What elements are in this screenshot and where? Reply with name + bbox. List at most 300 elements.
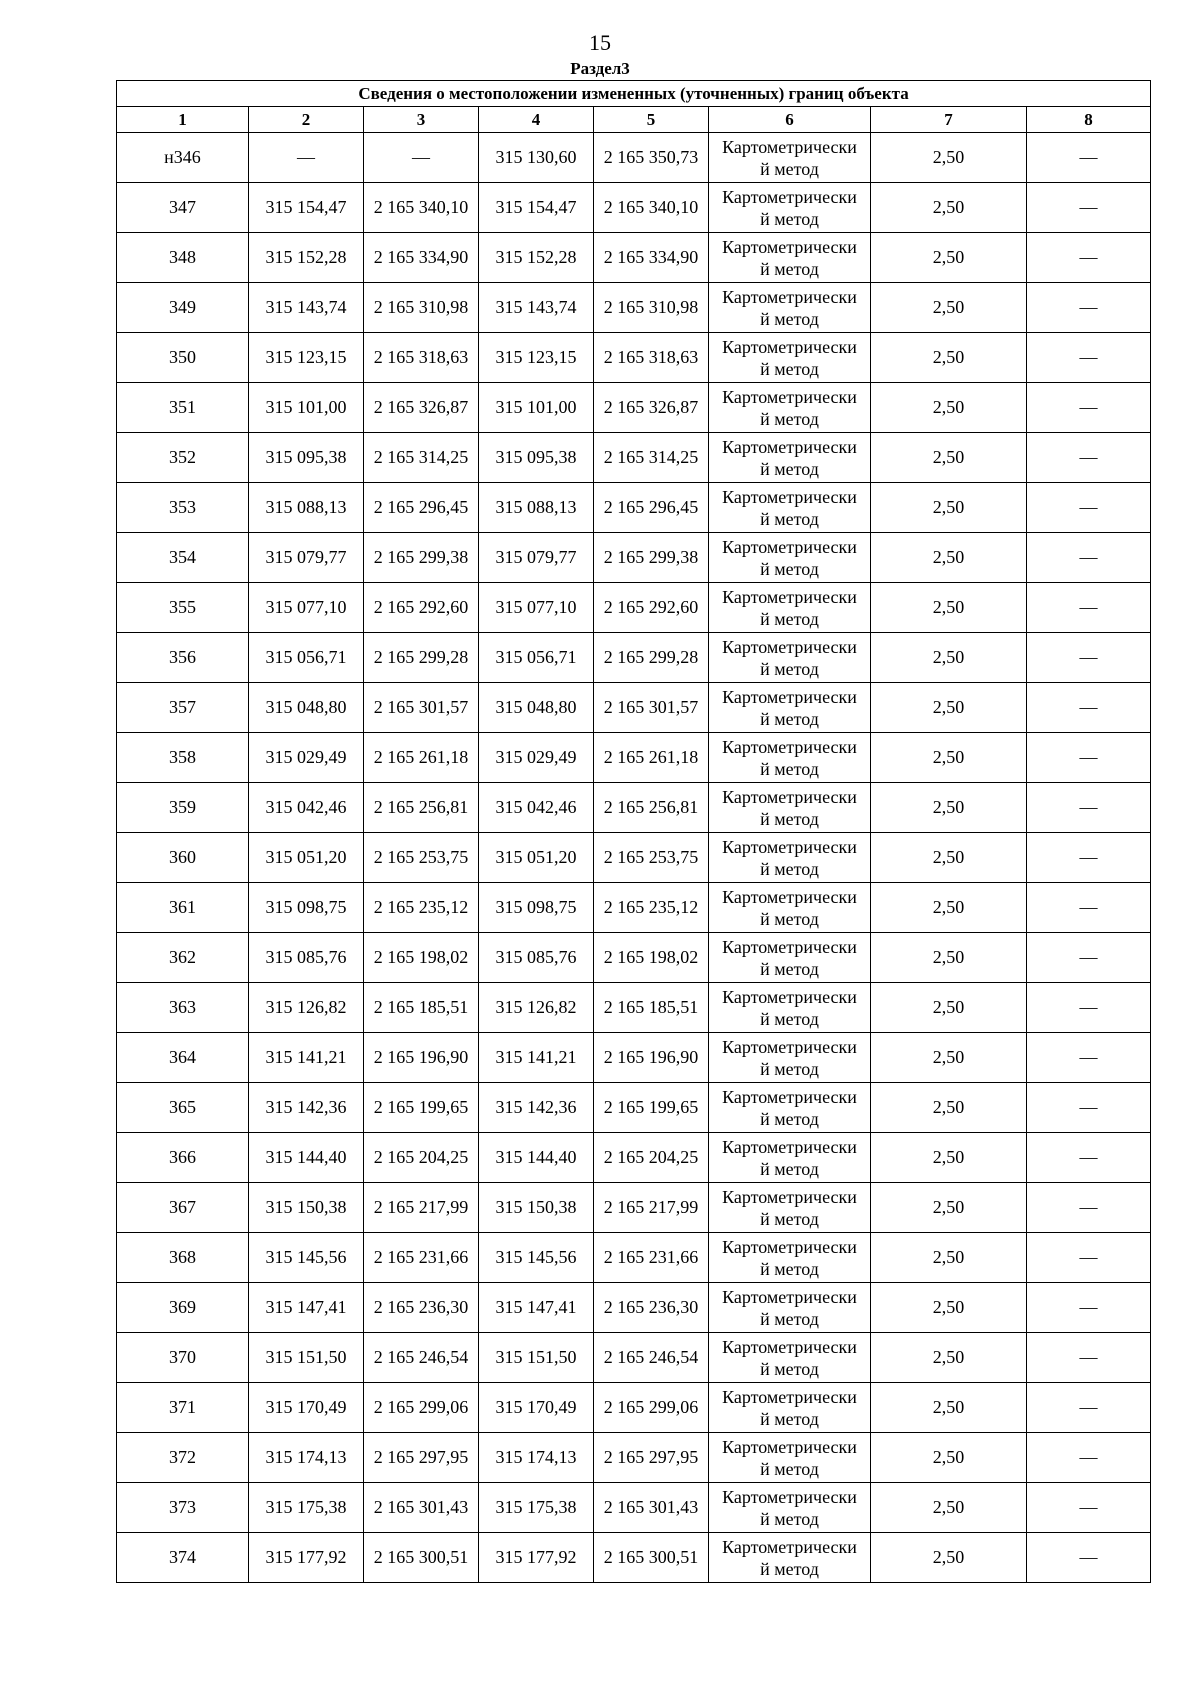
method-line-1: Картометрически	[722, 1136, 857, 1157]
table-row	[117, 1333, 1151, 1383]
x-old-cell: 315 151,50	[249, 1333, 364, 1383]
method-line-1: Картометрически	[722, 486, 857, 507]
point-number-cell: 371	[117, 1383, 249, 1433]
note-cell: —	[1027, 833, 1151, 883]
method-line-1: Картометрически	[722, 586, 857, 607]
method-cell	[709, 1033, 871, 1083]
point-number-cell: 365	[117, 1083, 249, 1133]
accuracy-cell: 2,50	[871, 1383, 1027, 1433]
table-row	[117, 333, 1151, 383]
y-new-cell: 2 165 318,63	[594, 333, 709, 383]
method-cell	[709, 283, 871, 333]
y-old-cell: 2 165 235,12	[364, 883, 479, 933]
accuracy-cell: 2,50	[871, 1233, 1027, 1283]
y-new-cell: 2 165 301,57	[594, 683, 709, 733]
note-cell: —	[1027, 183, 1151, 233]
x-old-cell: 315 051,20	[249, 833, 364, 883]
method-line-2: й метод	[760, 858, 819, 879]
point-number-cell: 363	[117, 983, 249, 1033]
point-number-cell: 372	[117, 1433, 249, 1483]
x-new-cell: 315 029,49	[479, 733, 594, 783]
x-new-cell: 315 147,41	[479, 1283, 594, 1333]
y-old-cell: 2 165 299,38	[364, 533, 479, 583]
method-line-1: Картометрически	[722, 736, 857, 757]
note-cell: —	[1027, 1333, 1151, 1383]
note-cell: —	[1027, 283, 1151, 333]
table-row	[117, 1183, 1151, 1233]
accuracy-cell: 2,50	[871, 483, 1027, 533]
y-new-cell: 2 165 326,87	[594, 383, 709, 433]
y-new-cell: 2 165 297,95	[594, 1433, 709, 1483]
method-line-1: Картометрически	[722, 136, 857, 157]
method-line-1: Картометрически	[722, 1036, 857, 1057]
method-line-1: Картометрически	[722, 1286, 857, 1307]
method-line-2: й метод	[760, 1458, 819, 1479]
y-old-cell: 2 165 236,30	[364, 1283, 479, 1333]
y-new-cell: 2 165 256,81	[594, 783, 709, 833]
table-row	[117, 983, 1151, 1033]
x-old-cell: 315 174,13	[249, 1433, 364, 1483]
x-old-cell: —	[249, 133, 364, 183]
method-line-1: Картометрически	[722, 1086, 857, 1107]
method-cell	[709, 233, 871, 283]
point-number-cell: 374	[117, 1533, 249, 1583]
y-old-cell: —	[364, 133, 479, 183]
x-old-cell: 315 177,92	[249, 1533, 364, 1583]
method-line-1: Картометрически	[722, 1486, 857, 1507]
note-cell: —	[1027, 583, 1151, 633]
y-old-cell: 2 165 256,81	[364, 783, 479, 833]
accuracy-cell: 2,50	[871, 1033, 1027, 1083]
method-cell	[709, 1433, 871, 1483]
table-row	[117, 1033, 1151, 1083]
method-line-2: й метод	[760, 1508, 819, 1529]
method-line-1: Картометрически	[722, 236, 857, 257]
note-cell: —	[1027, 433, 1151, 483]
note-cell: —	[1027, 333, 1151, 383]
x-old-cell: 315 088,13	[249, 483, 364, 533]
x-new-cell: 315 077,10	[479, 583, 594, 633]
method-cell	[709, 483, 871, 533]
table-row	[117, 1533, 1151, 1583]
x-old-cell: 315 152,28	[249, 233, 364, 283]
x-new-cell: 315 101,00	[479, 383, 594, 433]
method-cell	[709, 133, 871, 183]
x-old-cell: 315 029,49	[249, 733, 364, 783]
method-line-2: й метод	[760, 1158, 819, 1179]
accuracy-cell: 2,50	[871, 583, 1027, 633]
column-number-2: 2	[249, 107, 364, 133]
point-number-cell: 354	[117, 533, 249, 583]
point-number-cell: 364	[117, 1033, 249, 1083]
y-new-cell: 2 165 299,28	[594, 633, 709, 683]
accuracy-cell: 2,50	[871, 183, 1027, 233]
note-cell: —	[1027, 683, 1151, 733]
accuracy-cell: 2,50	[871, 1133, 1027, 1183]
table-row	[117, 283, 1151, 333]
method-line-1: Картометрически	[722, 886, 857, 907]
point-number-cell: 347	[117, 183, 249, 233]
method-line-1: Картометрически	[722, 1436, 857, 1457]
method-line-2: й метод	[760, 158, 819, 179]
accuracy-cell: 2,50	[871, 733, 1027, 783]
method-cell	[709, 833, 871, 883]
x-new-cell: 315 095,38	[479, 433, 594, 483]
x-old-cell: 315 077,10	[249, 583, 364, 633]
accuracy-cell: 2,50	[871, 1283, 1027, 1333]
table-row	[117, 583, 1151, 633]
method-line-1: Картометрически	[722, 1186, 857, 1207]
method-cell	[709, 683, 871, 733]
y-old-cell: 2 165 314,25	[364, 433, 479, 483]
column-number-4: 4	[479, 107, 594, 133]
method-line-2: й метод	[760, 808, 819, 829]
column-number-8: 8	[1027, 107, 1151, 133]
x-old-cell: 315 085,76	[249, 933, 364, 983]
y-old-cell: 2 165 301,43	[364, 1483, 479, 1533]
note-cell: —	[1027, 1383, 1151, 1433]
method-cell	[709, 333, 871, 383]
method-line-2: й метод	[760, 708, 819, 729]
table-row	[117, 933, 1151, 983]
method-line-1: Картометрически	[722, 1236, 857, 1257]
method-cell	[709, 383, 871, 433]
table-row	[117, 233, 1151, 283]
y-new-cell: 2 165 253,75	[594, 833, 709, 883]
y-old-cell: 2 165 261,18	[364, 733, 479, 783]
table-row	[117, 1283, 1151, 1333]
method-line-2: й метод	[760, 1058, 819, 1079]
x-new-cell: 315 177,92	[479, 1533, 594, 1583]
method-cell	[709, 1283, 871, 1333]
method-cell	[709, 883, 871, 933]
point-number-cell: 350	[117, 333, 249, 383]
x-new-cell: 315 170,49	[479, 1383, 594, 1433]
y-new-cell: 2 165 185,51	[594, 983, 709, 1033]
method-line-1: Картометрически	[722, 1386, 857, 1407]
method-line-2: й метод	[760, 1358, 819, 1379]
x-new-cell: 315 143,74	[479, 283, 594, 333]
note-cell: —	[1027, 1533, 1151, 1583]
method-cell	[709, 783, 871, 833]
table-caption: Сведения о местоположении измененных (уточненных) границ объекта	[117, 81, 1151, 107]
method-line-1: Картометрически	[722, 686, 857, 707]
table-row	[117, 683, 1151, 733]
y-old-cell: 2 165 199,65	[364, 1083, 479, 1133]
y-old-cell: 2 165 253,75	[364, 833, 479, 883]
method-line-1: Картометрически	[722, 636, 857, 657]
method-line-2: й метод	[760, 908, 819, 929]
method-line-2: й метод	[760, 508, 819, 529]
x-old-cell: 315 101,00	[249, 383, 364, 433]
accuracy-cell: 2,50	[871, 1533, 1027, 1583]
note-cell: —	[1027, 233, 1151, 283]
point-number-cell: 352	[117, 433, 249, 483]
y-new-cell: 2 165 340,10	[594, 183, 709, 233]
column-number-row	[117, 107, 1151, 133]
y-old-cell: 2 165 326,87	[364, 383, 479, 433]
method-cell	[709, 1333, 871, 1383]
accuracy-cell: 2,50	[871, 983, 1027, 1033]
table-row	[117, 1483, 1151, 1533]
y-new-cell: 2 165 204,25	[594, 1133, 709, 1183]
x-new-cell: 315 088,13	[479, 483, 594, 533]
note-cell: —	[1027, 383, 1151, 433]
y-old-cell: 2 165 296,45	[364, 483, 479, 533]
accuracy-cell: 2,50	[871, 933, 1027, 983]
x-old-cell: 315 142,36	[249, 1083, 364, 1133]
y-new-cell: 2 165 246,54	[594, 1333, 709, 1383]
accuracy-cell: 2,50	[871, 133, 1027, 183]
x-old-cell: 315 042,46	[249, 783, 364, 833]
note-cell: —	[1027, 1033, 1151, 1083]
method-line-1: Картометрически	[722, 986, 857, 1007]
accuracy-cell: 2,50	[871, 1483, 1027, 1533]
method-line-2: й метод	[760, 658, 819, 679]
y-new-cell: 2 165 236,30	[594, 1283, 709, 1333]
table-body	[117, 133, 1151, 1583]
method-cell	[709, 933, 871, 983]
y-old-cell: 2 165 292,60	[364, 583, 479, 633]
x-old-cell: 315 123,15	[249, 333, 364, 383]
method-line-1: Картометрически	[722, 1536, 857, 1557]
column-number-7: 7	[871, 107, 1027, 133]
x-old-cell: 315 098,75	[249, 883, 364, 933]
method-line-2: й метод	[760, 358, 819, 379]
method-cell	[709, 1183, 871, 1233]
table-row	[117, 1433, 1151, 1483]
point-number-cell: 355	[117, 583, 249, 633]
y-new-cell: 2 165 299,38	[594, 533, 709, 583]
point-number-cell: 351	[117, 383, 249, 433]
x-old-cell: 315 048,80	[249, 683, 364, 733]
accuracy-cell: 2,50	[871, 883, 1027, 933]
y-old-cell: 2 165 300,51	[364, 1533, 479, 1583]
x-new-cell: 315 150,38	[479, 1183, 594, 1233]
note-cell: —	[1027, 133, 1151, 183]
accuracy-cell: 2,50	[871, 1433, 1027, 1483]
method-line-1: Картометрически	[722, 936, 857, 957]
y-new-cell: 2 165 196,90	[594, 1033, 709, 1083]
note-cell: —	[1027, 883, 1151, 933]
x-old-cell: 315 154,47	[249, 183, 364, 233]
x-old-cell: 315 056,71	[249, 633, 364, 683]
method-line-2: й метод	[760, 1108, 819, 1129]
method-line-1: Картометрически	[722, 186, 857, 207]
x-new-cell: 315 151,50	[479, 1333, 594, 1383]
point-number-cell: 360	[117, 833, 249, 883]
y-new-cell: 2 165 261,18	[594, 733, 709, 783]
accuracy-cell: 2,50	[871, 1333, 1027, 1383]
column-number-5: 5	[594, 107, 709, 133]
method-line-1: Картометрически	[722, 336, 857, 357]
point-number-cell: 358	[117, 733, 249, 783]
x-new-cell: 315 174,13	[479, 1433, 594, 1483]
y-old-cell: 2 165 204,25	[364, 1133, 479, 1183]
table-row	[117, 533, 1151, 583]
y-new-cell: 2 165 217,99	[594, 1183, 709, 1233]
method-line-2: й метод	[760, 758, 819, 779]
page-number: 15	[589, 30, 611, 55]
x-old-cell: 315 175,38	[249, 1483, 364, 1533]
table-row	[117, 433, 1151, 483]
x-new-cell: 315 144,40	[479, 1133, 594, 1183]
method-line-1: Картометрически	[722, 436, 857, 457]
method-line-2: й метод	[760, 608, 819, 629]
method-line-1: Картометрически	[722, 836, 857, 857]
y-old-cell: 2 165 231,66	[364, 1233, 479, 1283]
table-row	[117, 1233, 1151, 1283]
table-row	[117, 133, 1151, 183]
note-cell: —	[1027, 1433, 1151, 1483]
method-line-1: Картометрически	[722, 286, 857, 307]
x-old-cell: 315 145,56	[249, 1233, 364, 1283]
y-new-cell: 2 165 334,90	[594, 233, 709, 283]
accuracy-cell: 2,50	[871, 1083, 1027, 1133]
accuracy-cell: 2,50	[871, 433, 1027, 483]
method-line-1: Картометрически	[722, 386, 857, 407]
table-row	[117, 483, 1151, 533]
y-old-cell: 2 165 196,90	[364, 1033, 479, 1083]
method-line-1: Картометрически	[722, 536, 857, 557]
method-line-2: й метод	[760, 1008, 819, 1029]
table-row	[117, 1083, 1151, 1133]
method-cell	[709, 1233, 871, 1283]
method-cell	[709, 1483, 871, 1533]
x-old-cell: 315 079,77	[249, 533, 364, 583]
point-number-cell: 348	[117, 233, 249, 283]
y-new-cell: 2 165 314,25	[594, 433, 709, 483]
accuracy-cell: 2,50	[871, 683, 1027, 733]
y-new-cell: 2 165 301,43	[594, 1483, 709, 1533]
y-old-cell: 2 165 334,90	[364, 233, 479, 283]
method-line-2: й метод	[760, 258, 819, 279]
point-number-cell: 367	[117, 1183, 249, 1233]
method-line-2: й метод	[760, 1208, 819, 1229]
y-new-cell: 2 165 199,65	[594, 1083, 709, 1133]
x-old-cell: 315 144,40	[249, 1133, 364, 1183]
accuracy-cell: 2,50	[871, 333, 1027, 383]
column-number-6: 6	[709, 107, 871, 133]
y-new-cell: 2 165 235,12	[594, 883, 709, 933]
point-number-cell: 357	[117, 683, 249, 733]
x-old-cell: 315 095,38	[249, 433, 364, 483]
method-line-2: й метод	[760, 1258, 819, 1279]
y-old-cell: 2 165 198,02	[364, 933, 479, 983]
x-new-cell: 315 152,28	[479, 233, 594, 283]
method-cell	[709, 583, 871, 633]
point-number-cell: 362	[117, 933, 249, 983]
method-line-1: Картометрически	[722, 786, 857, 807]
accuracy-cell: 2,50	[871, 783, 1027, 833]
y-old-cell: 2 165 301,57	[364, 683, 479, 733]
note-cell: —	[1027, 933, 1151, 983]
method-line-2: й метод	[760, 458, 819, 479]
y-old-cell: 2 165 318,63	[364, 333, 479, 383]
note-cell: —	[1027, 533, 1151, 583]
method-cell	[709, 433, 871, 483]
coordinates-table	[116, 80, 1151, 1583]
method-cell	[709, 533, 871, 583]
x-old-cell: 315 147,41	[249, 1283, 364, 1333]
y-new-cell: 2 165 310,98	[594, 283, 709, 333]
x-new-cell: 315 130,60	[479, 133, 594, 183]
accuracy-cell: 2,50	[871, 533, 1027, 583]
x-new-cell: 315 079,77	[479, 533, 594, 583]
method-cell	[709, 183, 871, 233]
note-cell: —	[1027, 1133, 1151, 1183]
point-number-cell: 353	[117, 483, 249, 533]
note-cell: —	[1027, 1183, 1151, 1233]
x-new-cell: 315 098,75	[479, 883, 594, 933]
point-number-cell: 373	[117, 1483, 249, 1533]
x-new-cell: 315 123,15	[479, 333, 594, 383]
y-new-cell: 2 165 296,45	[594, 483, 709, 533]
y-old-cell: 2 165 340,10	[364, 183, 479, 233]
method-line-2: й метод	[760, 1558, 819, 1579]
note-cell: —	[1027, 1083, 1151, 1133]
table-row	[117, 383, 1151, 433]
x-new-cell: 315 056,71	[479, 633, 594, 683]
x-new-cell: 315 154,47	[479, 183, 594, 233]
table-row	[117, 833, 1151, 883]
accuracy-cell: 2,50	[871, 1183, 1027, 1233]
table-row	[117, 783, 1151, 833]
point-number-cell: 361	[117, 883, 249, 933]
method-cell	[709, 983, 871, 1033]
y-old-cell: 2 165 246,54	[364, 1333, 479, 1383]
method-line-2: й метод	[760, 208, 819, 229]
accuracy-cell: 2,50	[871, 233, 1027, 283]
note-cell: —	[1027, 733, 1151, 783]
note-cell: —	[1027, 783, 1151, 833]
note-cell: —	[1027, 1283, 1151, 1333]
x-new-cell: 315 048,80	[479, 683, 594, 733]
accuracy-cell: 2,50	[871, 383, 1027, 433]
method-line-2: й метод	[760, 958, 819, 979]
method-line-2: й метод	[760, 408, 819, 429]
column-number-1: 1	[117, 107, 249, 133]
note-cell: —	[1027, 1233, 1151, 1283]
x-old-cell: 315 141,21	[249, 1033, 364, 1083]
point-number-cell: 349	[117, 283, 249, 333]
method-line-2: й метод	[760, 558, 819, 579]
x-new-cell: 315 085,76	[479, 933, 594, 983]
x-old-cell: 315 170,49	[249, 1383, 364, 1433]
y-old-cell: 2 165 299,28	[364, 633, 479, 683]
method-cell	[709, 1133, 871, 1183]
x-new-cell: 315 042,46	[479, 783, 594, 833]
section-title: Раздел3	[570, 59, 630, 78]
accuracy-cell: 2,50	[871, 833, 1027, 883]
table-row	[117, 183, 1151, 233]
table-caption-row	[117, 81, 1151, 107]
y-new-cell: 2 165 300,51	[594, 1533, 709, 1583]
note-cell: —	[1027, 1483, 1151, 1533]
x-new-cell: 315 145,56	[479, 1233, 594, 1283]
x-new-cell: 315 141,21	[479, 1033, 594, 1083]
method-line-1: Картометрически	[722, 1336, 857, 1357]
accuracy-cell: 2,50	[871, 633, 1027, 683]
method-line-2: й метод	[760, 308, 819, 329]
table-row	[117, 633, 1151, 683]
method-line-2: й метод	[760, 1408, 819, 1429]
accuracy-cell: 2,50	[871, 283, 1027, 333]
table-row	[117, 883, 1151, 933]
method-cell	[709, 1083, 871, 1133]
y-old-cell: 2 165 310,98	[364, 283, 479, 333]
table-row	[117, 1383, 1151, 1433]
